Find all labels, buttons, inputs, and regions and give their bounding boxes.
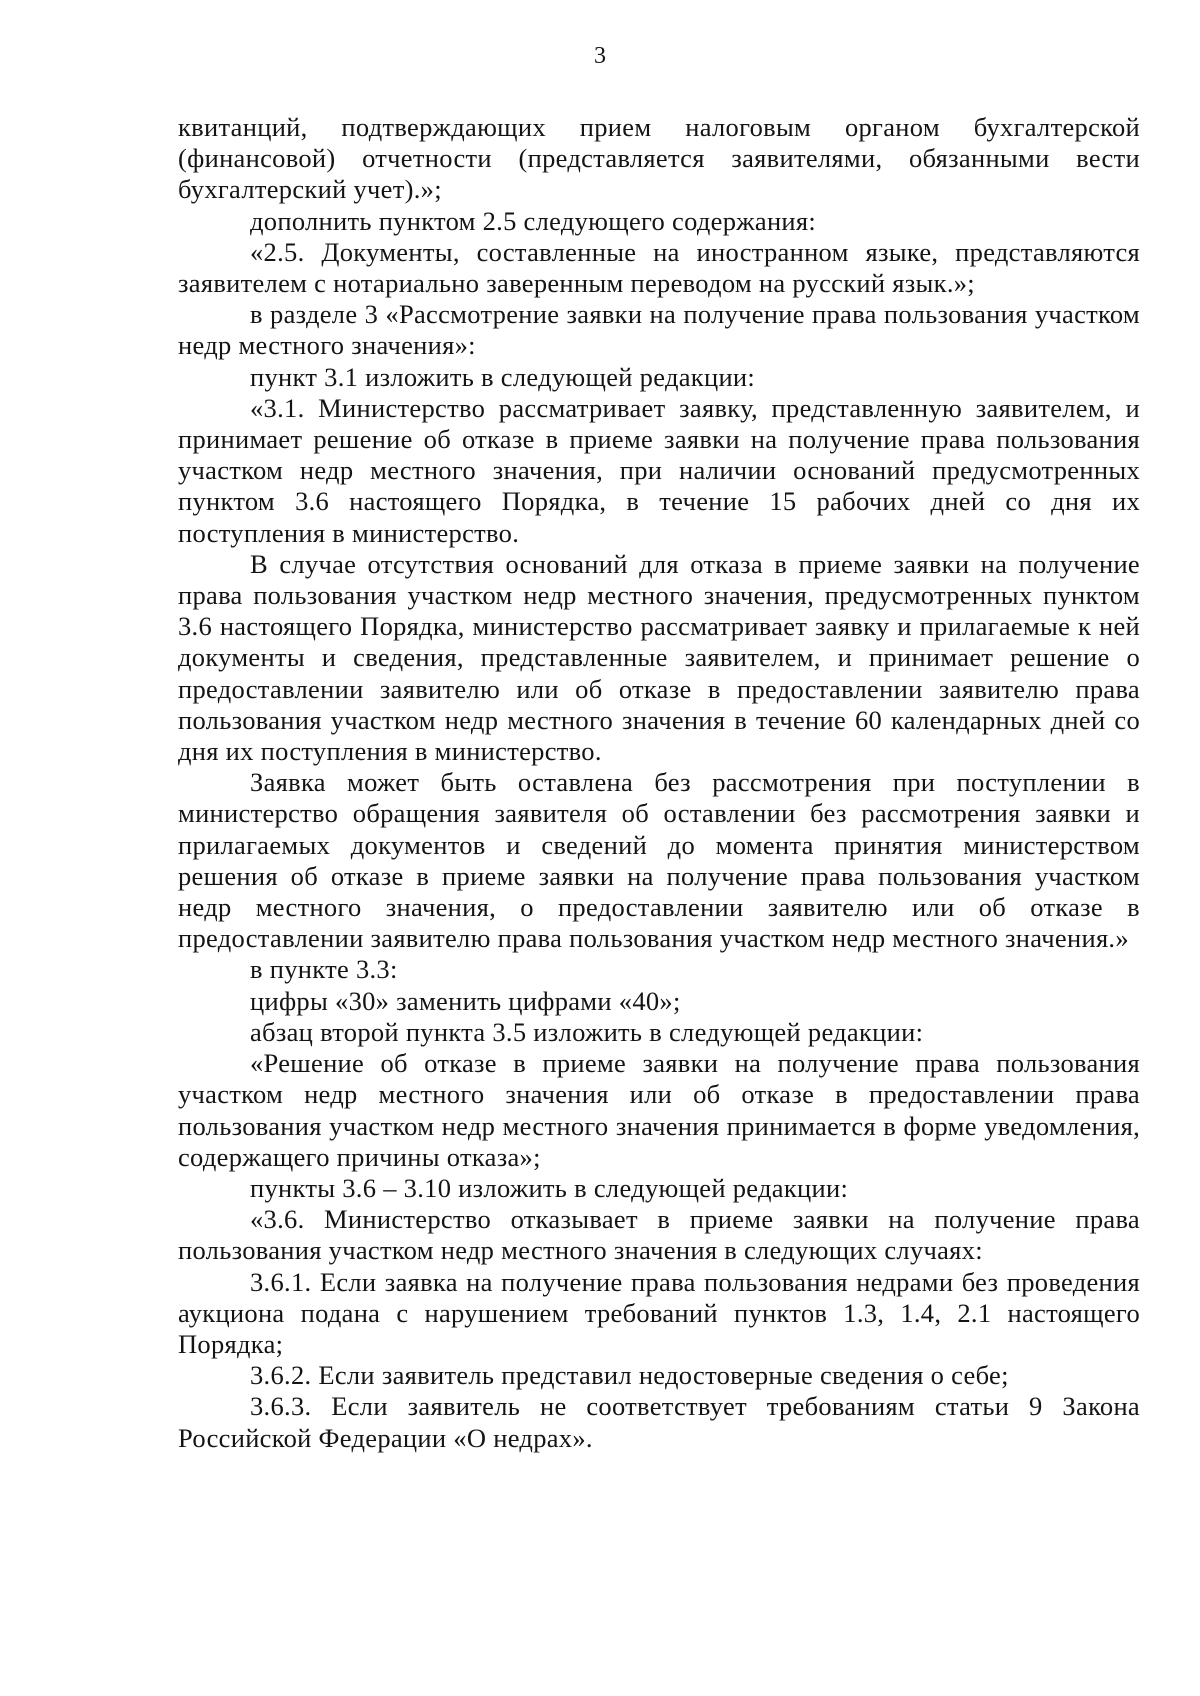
paragraph: дополнить пунктом 2.5 следующего содержания: [250,205,817,236]
paragraph: 3.6.2. Если заявитель представил недостоверные сведения о себе; [250,1360,1009,1391]
paragraph: абзац второй пункта 3.5 изложить в следующей редакции: [250,1016,924,1047]
paragraph-continuation: квитанций, подтверждающих прием налоговым органом бухгалтерской (финансовой) отчетности (представляется заявителями, обязанными вести бухгалтерский учет).»; [178,112,1140,205]
paragraph: в пункте 3.3: [250,954,398,985]
paragraph: В случае отсутствия оснований для отказа в приеме заявки на получение права пользования участком недр местного значения, предусмотренных пунктом 3.6 настоящего Порядка, министерство рассматривает заявку и прилагаемые к ней документы и сведения, представленные заявителем, и принимает решение о предоставлении заявителю или об отказе в предоставлении заявителю права пользования участком недр местного значения в течение 60 календарных дней со дня их поступления в министерство. [178,548,1140,767]
paragraph: «2.5. Документы, составленные на иностранном языке, представляются заявителем с нотариально заверенным переводом на русский язык.»; [178,236,1140,299]
paragraph: 3.6.1. Если заявка на получение права пользования недрами без проведения аукциона подана с нарушением требований пунктов 1.3, 1.4, 2.1 настоящего Порядка; [178,1266,1140,1359]
paragraph: 3.6.3. Если заявитель не соответствует требованиям статьи 9 Закона Российской Федерации «О недрах». [178,1391,1140,1453]
paragraph: «3.1. Министерство рассматривает заявку, представленную заявителем, и принимает решение об отказе в приеме заявки на получение права пользования участком недр местного значения, при наличии оснований предусмотренных пунктом 3.6 настоящего Порядка, в течение 15 рабочих дней со дня их поступления в министерство. [178,392,1140,548]
paragraph: цифры «30» заменить цифрами «40»; [250,985,681,1016]
document-body [178,112,1140,1454]
paragraph: пункты 3.6 – 3.10 изложить в следующей редакции: [250,1172,849,1203]
paragraph: в разделе 3 «Рассмотрение заявки на получение права пользования участком недр местного значения»: [178,299,1140,361]
page-number: 3 [594,43,606,69]
paragraph: Заявка может быть оставлена без рассмотрения при поступлении в министерство обращения заявителя об оставлении без рассмотрения заявки и прилагаемых документов и сведений до момента принятия министерством решения об отказе в приеме заявки на получение права пользования участком недр местного значения, о предоставлении заявителю или об отказе в предоставлении заявителю права пользования участком недр местного значения.» [178,767,1140,954]
paragraph: «3.6. Министерство отказывает в приеме заявки на получение права пользования участком недр местного значения в следующих случаях: [178,1204,1140,1266]
paragraph: пункт 3.1 изложить в следующей редакции: [250,361,756,392]
paragraph: «Решение об отказе в приеме заявки на получение права пользования участком недр местного значения или об отказе в предоставлении права пользования участком недр местного значения принимается в форме уведомления, содержащего причины отказа»; [178,1048,1140,1172]
